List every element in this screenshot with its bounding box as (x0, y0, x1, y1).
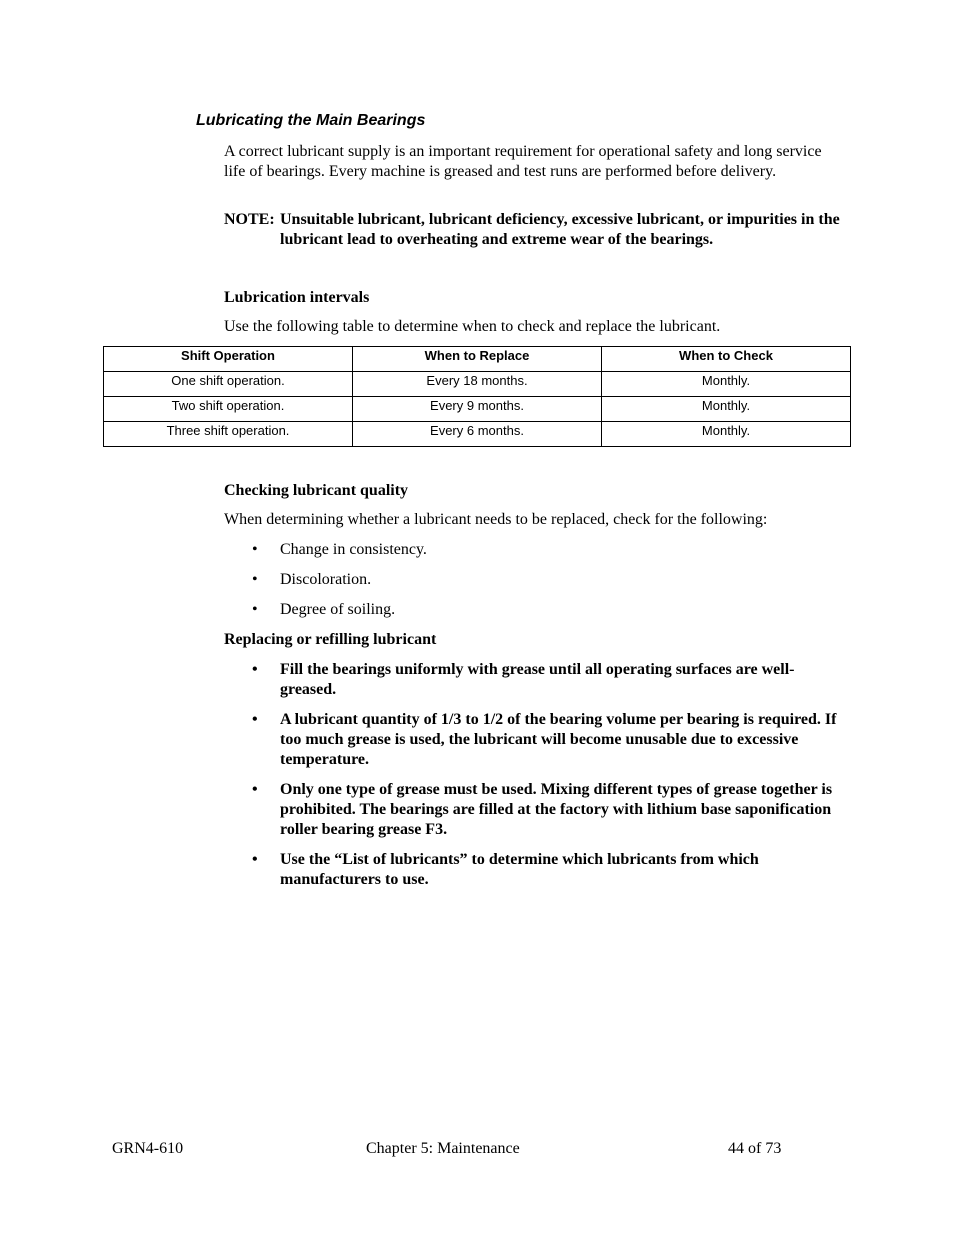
table-cell: One shift operation. (104, 372, 353, 397)
table-cell: Three shift operation. (104, 422, 353, 447)
footer-doc-id: GRN4-610 (112, 1140, 184, 1157)
list-item (224, 710, 846, 770)
list-item-text: Fill the bearings uniformly with grease until all operating surfaces are well-greased. (280, 661, 795, 698)
list-item-text: Change in consistency. (280, 541, 427, 558)
section-title: Lubricating the Main Bearings (196, 112, 426, 129)
table-cell: Every 9 months. (353, 397, 602, 422)
table-cell: Every 18 months. (353, 372, 602, 397)
list-item (224, 660, 846, 700)
bullet-icon: • (252, 601, 258, 618)
list-item (224, 600, 846, 620)
list-item-text: Degree of soiling. (280, 601, 396, 618)
list-item (224, 540, 846, 560)
table-cell: Monthly. (602, 397, 851, 422)
list-item (224, 780, 846, 840)
table-cell: Monthly. (602, 422, 851, 447)
table-row (104, 397, 851, 422)
bullet-icon: • (252, 781, 258, 798)
replacing-lubricant-heading: Replacing or refilling lubricant (224, 631, 437, 648)
note-block (224, 210, 844, 250)
bullet-icon: • (252, 851, 258, 868)
lubrication-intervals-heading: Lubrication intervals (224, 289, 370, 306)
table-cell: Every 6 months. (353, 422, 602, 447)
table-row (104, 372, 851, 397)
replacing-bullet-list (224, 660, 846, 900)
header-when-to-replace: When to Replace (353, 347, 602, 372)
intro-paragraph: A correct lubricant supply is an important requirement for operational safety and long service life of bearings. Every machine is greased and test runs are performed before delivery. (224, 143, 822, 180)
list-item-text: Use the “List of lubricants” to determine which lubricants from which manufacturers to use. (280, 851, 759, 888)
list-item-text: Discoloration. (280, 571, 372, 588)
table-cell: Monthly. (602, 372, 851, 397)
header-shift-operation: Shift Operation (104, 347, 353, 372)
list-item (224, 850, 846, 890)
list-item-text: Only one type of grease must be used. Mixing different types of grease together is prohibited. The bearings are filled at the factory with lithium base saponification roller bearing grease F3. (280, 781, 833, 838)
list-item-text: A lubricant quantity of 1/3 to 1/2 of the bearing volume per bearing is required. If too much grease is used, the lubricant will become unusable due to excessive temperature. (280, 711, 837, 768)
table-intro-paragraph: Use the following table to determine when to check and replace the lubricant. (224, 318, 721, 335)
bullet-icon: • (252, 711, 258, 728)
bullet-icon: • (252, 571, 258, 588)
header-when-to-check: When to Check (602, 347, 851, 372)
footer-page-number: 44 of 73 (728, 1140, 782, 1157)
list-item (224, 570, 846, 590)
quality-intro-paragraph: When determining whether a lubricant needs to be replaced, check for the following: (224, 511, 768, 528)
table-row (104, 422, 851, 447)
table-cell: Two shift operation. (104, 397, 353, 422)
note-label: NOTE: (224, 211, 275, 228)
bullet-icon: • (252, 541, 258, 558)
quality-bullet-list (224, 540, 846, 630)
table-header-row (104, 347, 851, 372)
note-text: Unsuitable lubricant, lubricant deficiency, excessive lubricant, or impurities in the lubricant lead to overheating and extreme wear of the bearings. (280, 211, 840, 248)
footer-chapter: Chapter 5: Maintenance (366, 1140, 520, 1157)
bullet-icon: • (252, 661, 258, 678)
lubrication-table (103, 346, 851, 447)
checking-quality-heading: Checking lubricant quality (224, 482, 409, 499)
